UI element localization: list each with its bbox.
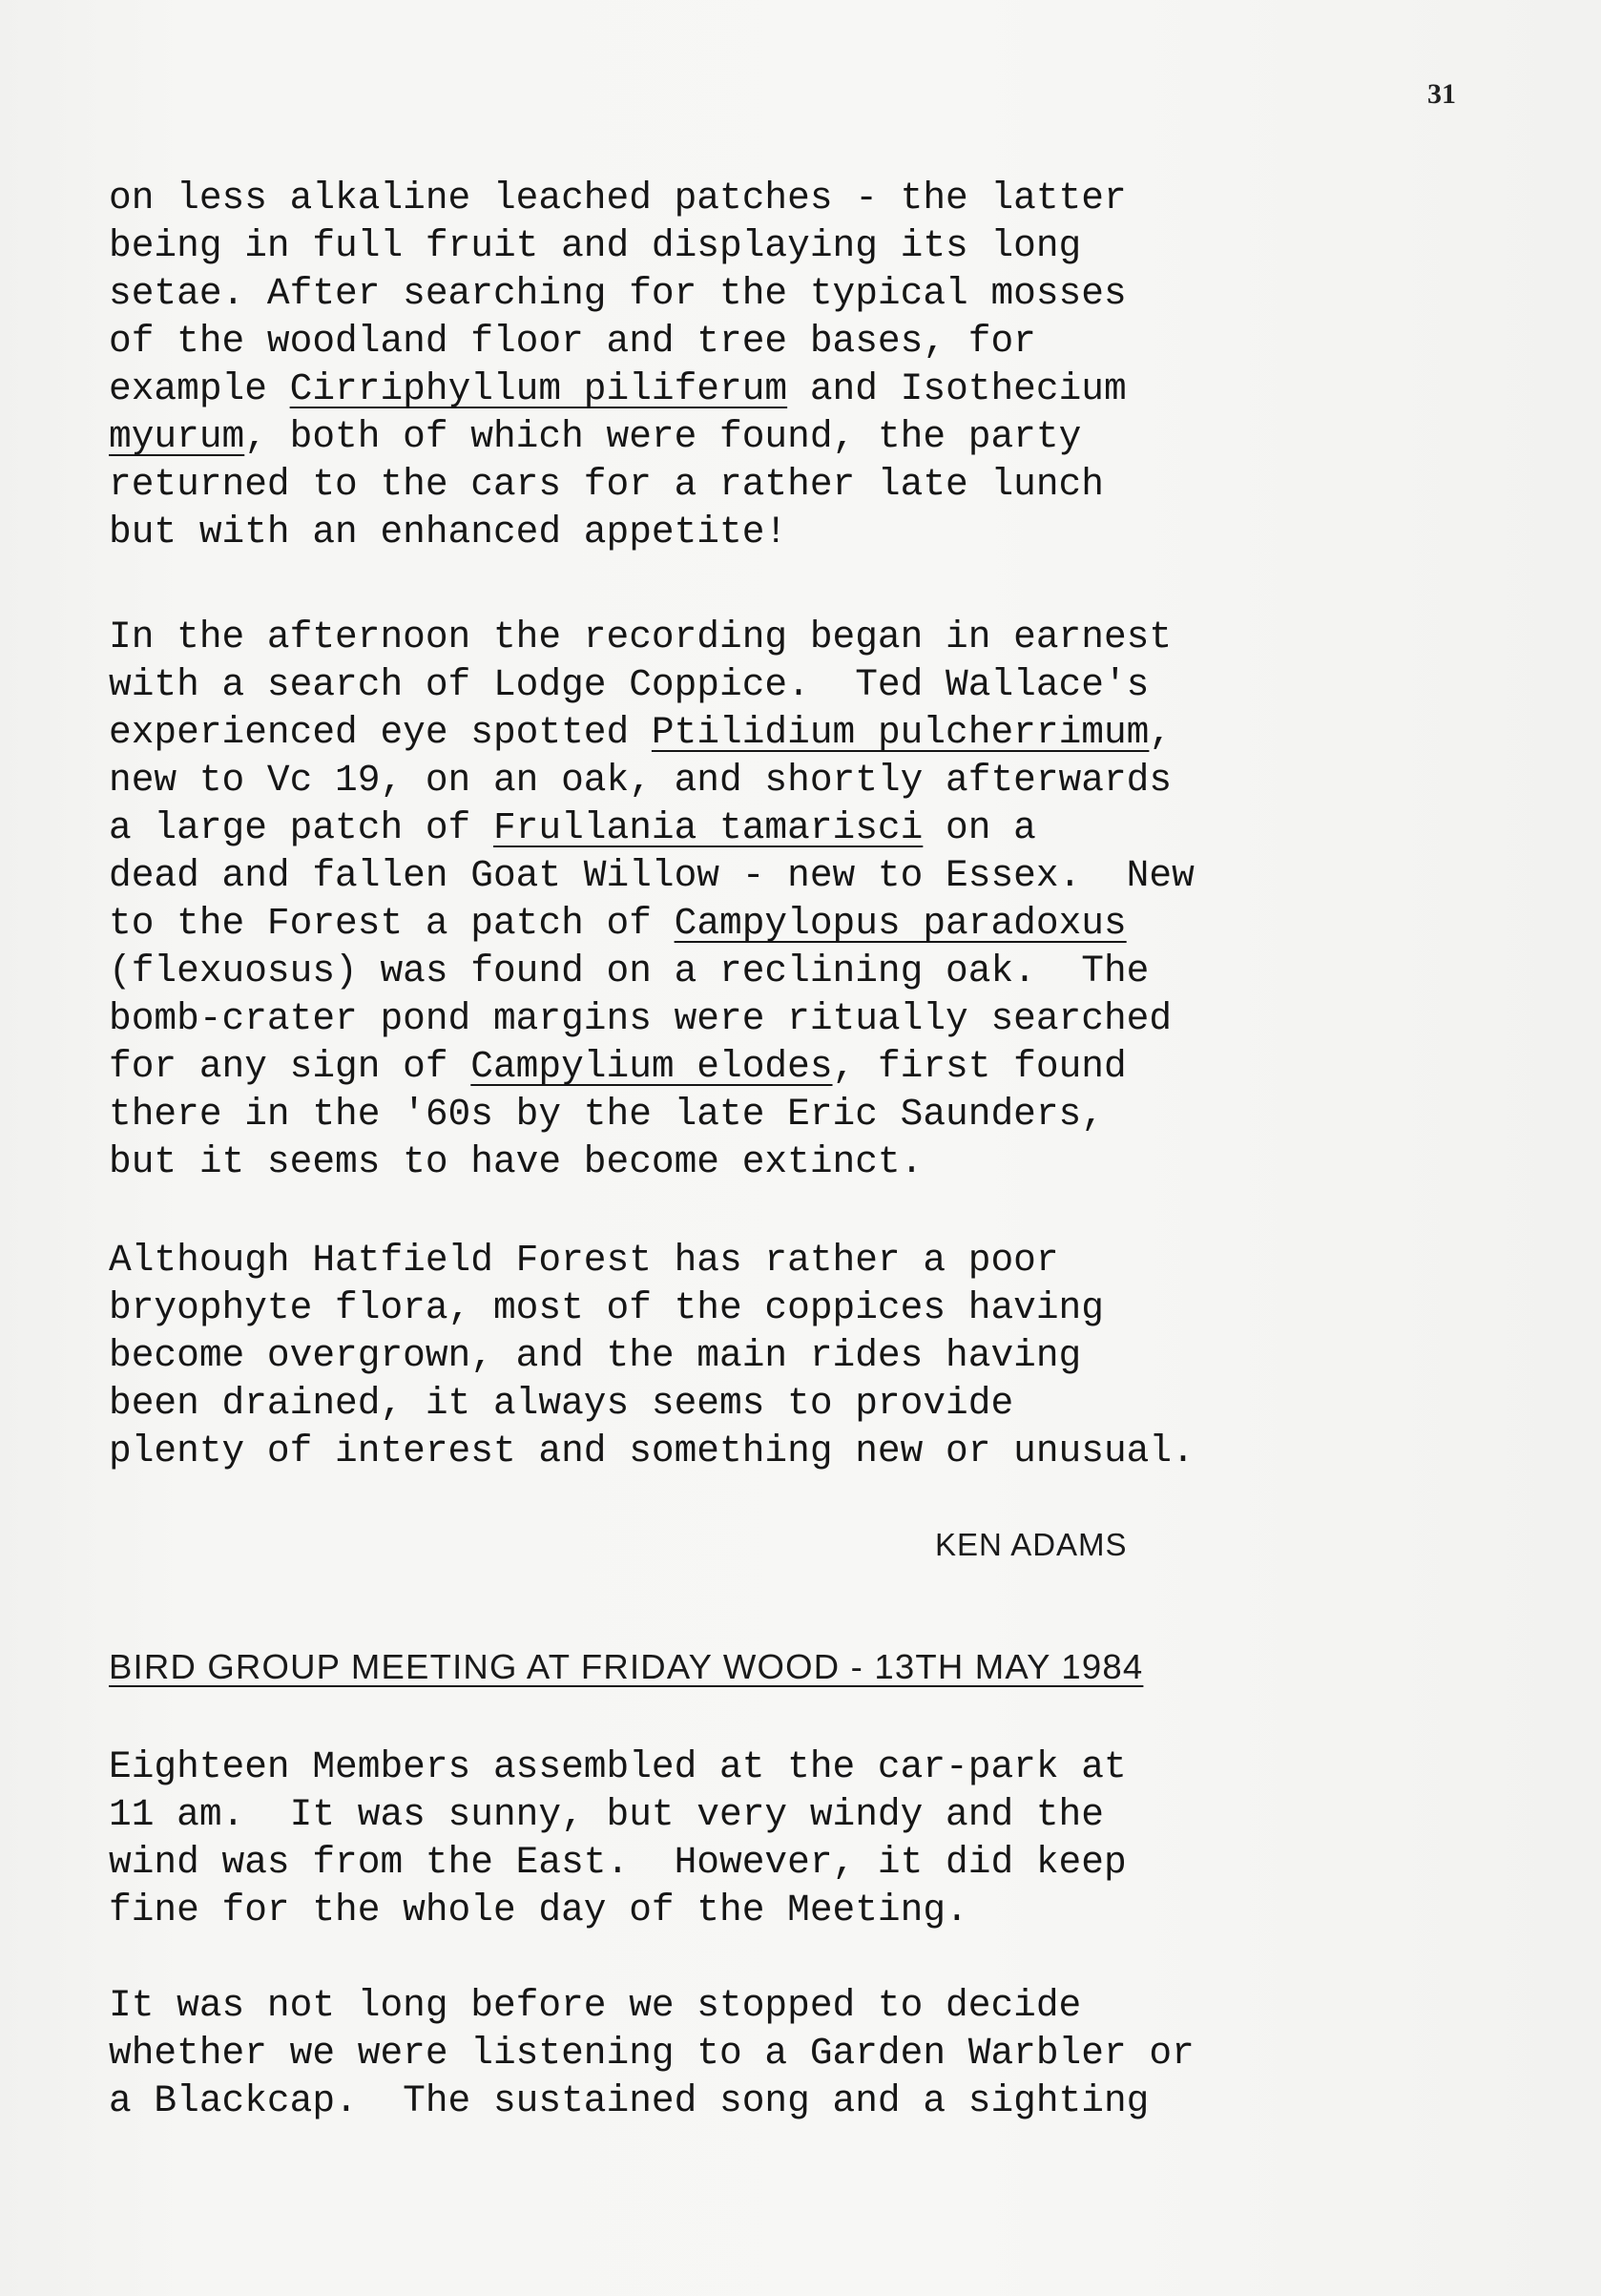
text-line: wind was from the East. However, it did keep: [109, 1841, 1127, 1884]
text-line: dead and fallen Goat Willow - new to Essex. New: [109, 854, 1195, 897]
species-name: Frullania tamarisci: [492, 806, 924, 849]
text-line: fine for the whole day of the Meeting.: [109, 1889, 968, 1931]
species-name: Ptilidium pulcherrimum: [651, 711, 1150, 754]
species-name: Campylopus paradoxus: [674, 902, 1127, 945]
text-line: being in full fruit and displaying its long: [109, 224, 1082, 267]
species-name: Campylium elodes: [470, 1045, 833, 1088]
text-line: new to Vc 19, on an oak, and shortly afterwards: [109, 759, 1173, 802]
text-line: become overgrown, and the main rides having: [109, 1334, 1082, 1377]
text-line: there in the '60s by the late Eric Saunders,: [109, 1093, 1104, 1136]
text-line: of the woodland floor and tree bases, for: [109, 320, 1036, 363]
section-heading: BIRD GROUP MEETING AT FRIDAY WOOD - 13TH MAY 1984: [109, 1647, 1144, 1686]
text-line: In the afternoon the recording began in earnest: [109, 616, 1173, 658]
paragraph-afternoon-recording: [109, 614, 1492, 1186]
paragraph-garden-warbler: [109, 1982, 1492, 2125]
species-name: Cirriphyllum piliferum: [289, 367, 788, 410]
text-line: experienced eye spotted Ptilidium pulcherrimum,: [109, 711, 1173, 754]
species-name: myurum: [109, 415, 245, 458]
text-line: but it seems to have become extinct.: [109, 1140, 924, 1183]
paragraph-members-assembled: [109, 1743, 1492, 1934]
text-line: returned to the cars for a rather late lunch: [109, 463, 1104, 506]
text-line: been drained, it always seems to provide: [109, 1382, 1014, 1425]
paragraph-hatfield-summary: [109, 1237, 1492, 1475]
text-line: bomb-crater pond margins were ritually searched: [109, 997, 1173, 1040]
text-line: (flexuosus) was found on a reclining oak. The: [109, 950, 1150, 992]
text-line: bryophyte flora, most of the coppices having: [109, 1286, 1104, 1329]
text-line: 11 am. It was sunny, but very windy and the: [109, 1793, 1104, 1836]
text-line: myurum, both of which were found, the party: [109, 415, 1082, 458]
text-line: for any sign of Campylium elodes, first found: [109, 1045, 1127, 1088]
text-line: on less alkaline leached patches - the latter: [109, 177, 1127, 219]
page-number: 31: [1427, 78, 1456, 110]
text-line: with a search of Lodge Coppice. Ted Wallace's: [109, 663, 1150, 706]
text-line: whether we were listening to a Garden Warbler or: [109, 2032, 1195, 2075]
paragraph-bryophyte-search: [109, 175, 1492, 556]
text-line: plenty of interest and something new or unusual.: [109, 1430, 1195, 1472]
text-line: a large patch of Frullania tamarisci on a: [109, 806, 1036, 849]
text-line: Although Hatfield Forest has rather a poor: [109, 1239, 1059, 1282]
text-line: example Cirriphyllum piliferum and Isothecium: [109, 367, 1127, 410]
text-line: a Blackcap. The sustained song and a sighting: [109, 2079, 1150, 2122]
text-line: to the Forest a patch of Campylopus paradoxus: [109, 902, 1127, 945]
text-line: but with an enhanced appetite!: [109, 511, 788, 553]
author-signature: KEN ADAMS: [935, 1527, 1128, 1562]
text-line: It was not long before we stopped to decide: [109, 1984, 1082, 2027]
text-line: Eighteen Members assembled at the car-park at: [109, 1745, 1127, 1788]
text-line: setae. After searching for the typical mosses: [109, 272, 1127, 315]
